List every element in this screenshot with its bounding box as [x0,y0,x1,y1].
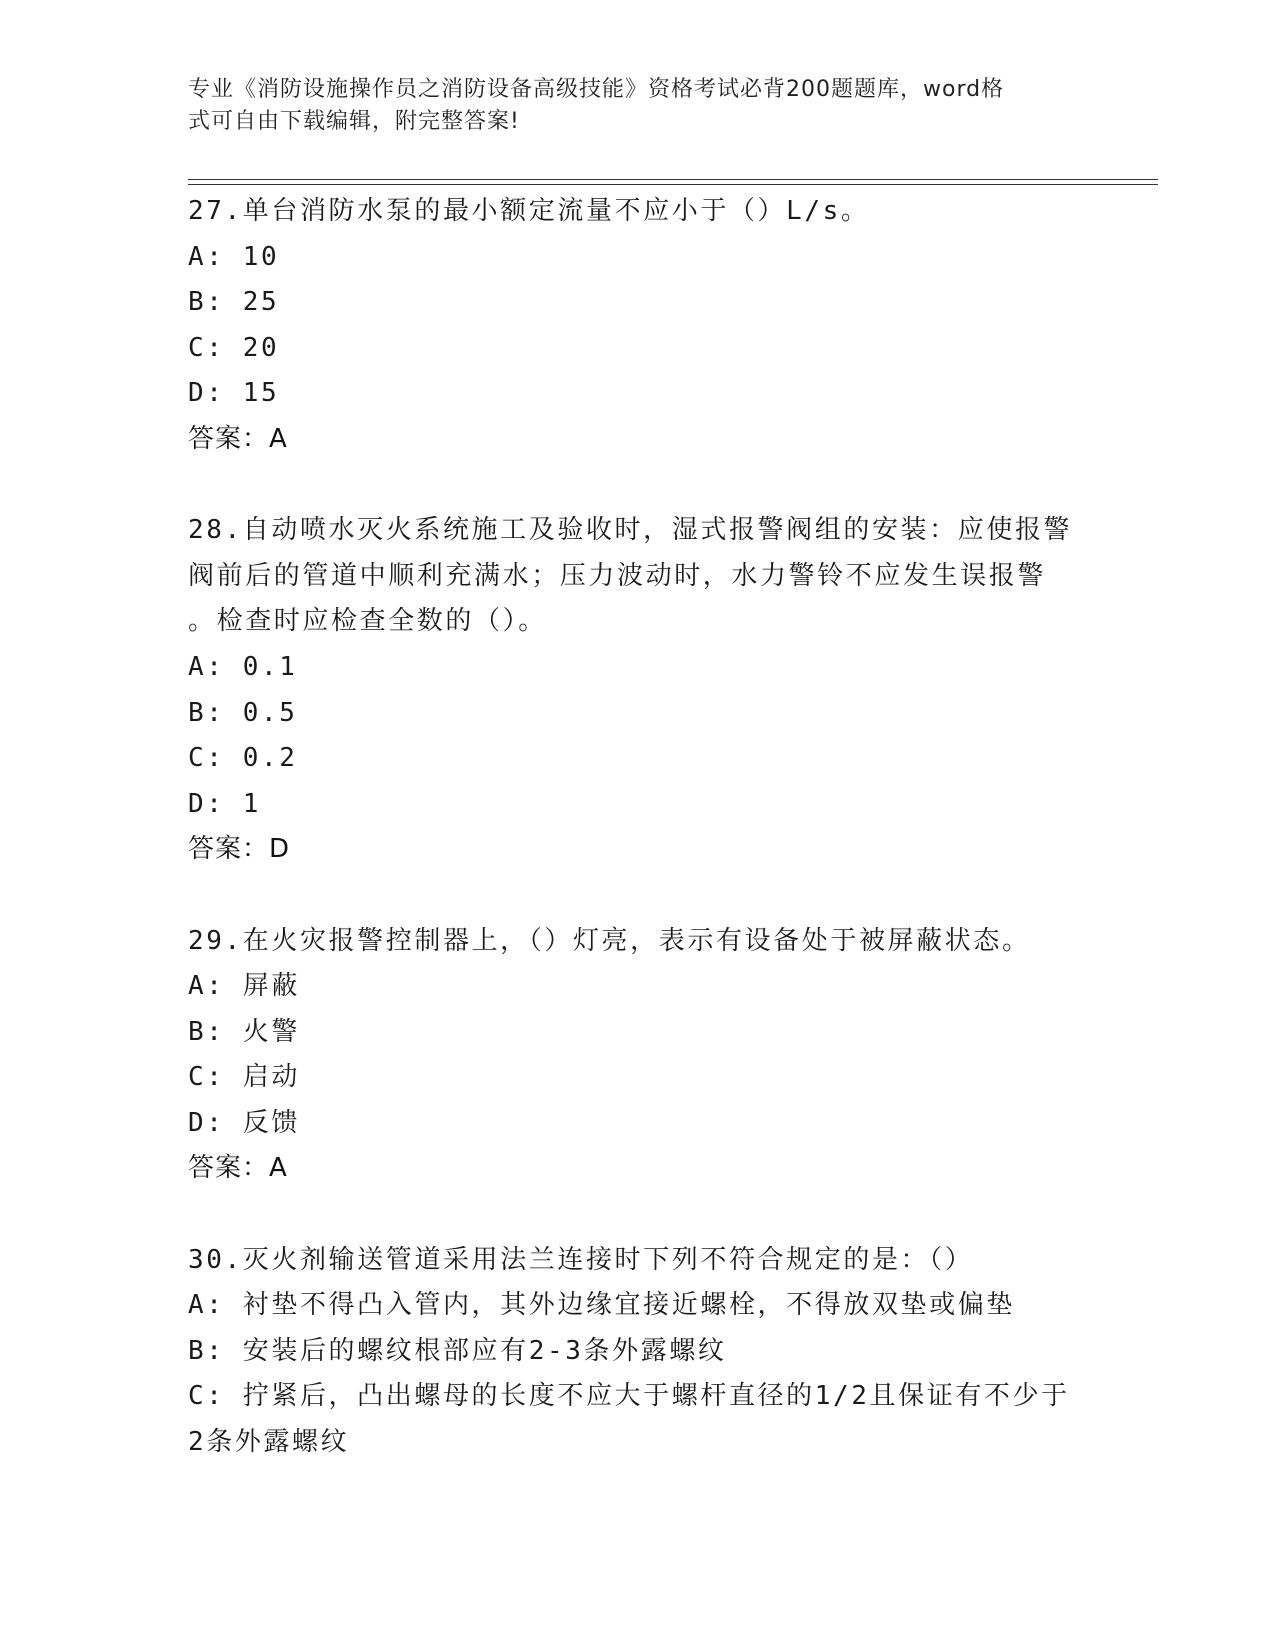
question-text: 27.单台消防水泵的最小额定流量不应小于（）L/s。 [188,196,870,226]
question-27 [188,189,1088,463]
answer: 答案：A [188,1153,288,1184]
option-a: A: 0.1 [188,651,298,682]
question-list [188,189,1088,1466]
option-c: C: 拧紧后，凸出螺母的长度不应大于螺杆直径的1/2且保证有不少于 [188,1381,1070,1412]
header-divider-top [188,179,1158,180]
option-a: A: 10 [188,241,280,272]
option-d: D: 反馈 [188,1107,300,1138]
option-b: B: 安装后的螺纹根部应有2-3条外露螺纹 [188,1335,727,1366]
question-text: 阀前后的管道中顺利充满水；压力波动时，水力警铃不应发生误报警 [188,560,1047,591]
option-c: C: 20 [188,332,280,363]
header-line-1: 专业《消防设施操作员之消防设备高级技能》资格考试必背200题题库，word格 [188,77,1005,102]
option-a: A: 衬垫不得凸入管内，其外边缘宜接近螺栓，不得放双垫或偏垫 [188,1290,1015,1321]
question-text: 30.灭火剂输送管道采用法兰连接时下列不符合规定的是：（） [188,1244,974,1275]
option-d: D: 15 [188,378,280,409]
option-d: D: 1 [188,788,262,819]
question-29 [188,919,1088,1193]
question-text: 28.自动喷水灭火系统施工及验收时，湿式报警阀组的安装：应使报警 [188,515,1073,546]
header-divider-bottom [188,184,1158,185]
document-header [188,74,1088,138]
question-28 [188,508,1088,873]
answer: 答案：D [188,834,291,865]
question-text: 29.在火灾报警控制器上，（）灯亮，表示有设备处于被屏蔽状态。 [188,925,1031,956]
option-b: B: 0.5 [188,697,298,728]
header-line-2: 式可自由下载编辑，附完整答案! [188,109,520,134]
question-text: 。检查时应检查全数的（）。 [188,606,547,637]
option-a: A: 屏蔽 [188,971,300,1002]
option-c-continued: 2条外露螺纹 [188,1427,350,1458]
answer: 答案：A [188,423,288,454]
question-30 [188,1238,1088,1466]
option-c: C: 启动 [188,1062,300,1093]
option-c: C: 0.2 [188,743,298,774]
option-b: B: 火警 [188,1016,300,1047]
option-b: B: 25 [188,287,280,318]
